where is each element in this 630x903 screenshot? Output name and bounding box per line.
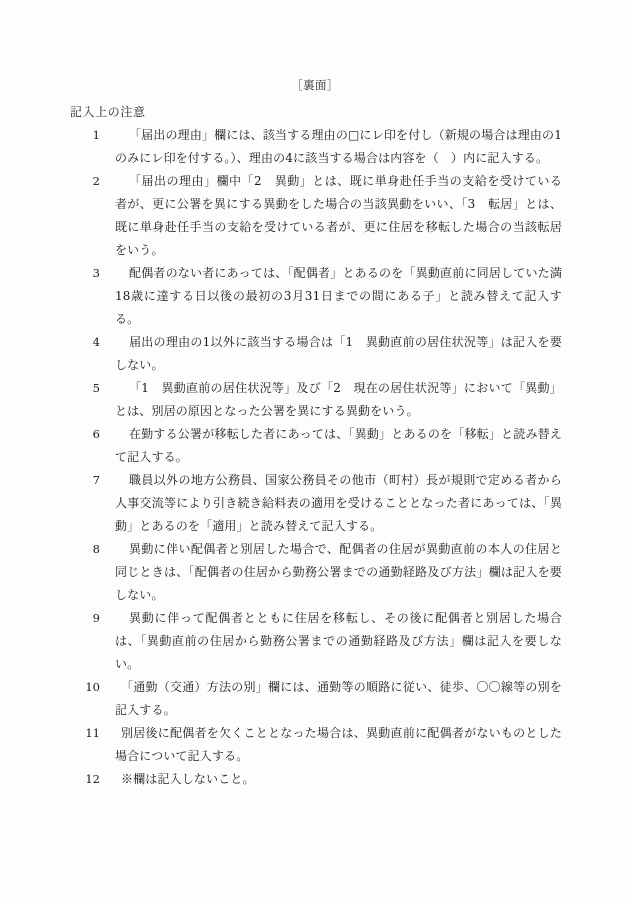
note-item	[70, 676, 562, 722]
note-number: 5	[92, 381, 100, 395]
note-number: 10	[85, 680, 100, 694]
note-number: 8	[92, 542, 100, 556]
note-text: 職員以外の地方公務員、国家公務員その他市（町村）長が規則で定める者から人事交流等により引き続き給料表の適用を受けることとなった者にあっては、「異動」とあるのを「適用」と読み替えて記入する。	[115, 473, 562, 533]
note-item	[70, 722, 562, 768]
note-number: 12	[85, 772, 100, 786]
note-item	[70, 124, 562, 170]
note-item	[70, 262, 562, 331]
note-number: 9	[92, 611, 100, 625]
note-number: 11	[85, 726, 100, 740]
note-item	[70, 170, 562, 262]
note-text: 在勤する公署が移転した者にあっては、「異動」とあるのを「移転」と読み替えて記入する。	[115, 427, 562, 464]
note-text: 別居後に配偶者を欠くこととなった場合は、異動直前に配偶者がないものとした場合について記入する。	[115, 726, 562, 763]
note-item	[70, 768, 562, 791]
note-text: 「届出の理由」欄には、該当する理由の□にレ印を付し（新規の場合は理由の1のみにレ印を付する。）、理由の4に該当する場合は内容を（ ）内に記入する。	[115, 128, 562, 165]
note-text: 「通勤（交通）方法の別」欄には、通勤等の順路に従い、徒歩、〇〇線等の別を記入する。	[115, 680, 562, 717]
note-text: 「1 異動直前の居住状況等」及び「2 現在の居住状況等」において「異動」とは、別居の原因となった公署を異にする異動をいう。	[115, 381, 562, 418]
page-side-label: ［裏面］	[291, 78, 339, 92]
note-item	[70, 331, 562, 377]
note-number: 3	[92, 266, 100, 280]
notes-list	[70, 124, 562, 791]
note-item	[70, 377, 562, 423]
note-text: ※欄は記入しないこと。	[121, 772, 255, 786]
note-text: 配偶者のない者にあっては、「配偶者」とあるのを「異動直前に同居していた満18歳に達する日以後の最初の3月31日までの間にある子」と読み替えて記入する。	[115, 266, 562, 326]
note-item	[70, 607, 562, 676]
note-number: 7	[92, 473, 100, 487]
note-number: 1	[92, 128, 100, 142]
note-item	[70, 469, 562, 538]
note-item	[70, 423, 562, 469]
note-text: 「届出の理由」欄中「2 異動」とは、既に単身赴任手当の支給を受けている者が、更に公署を異にする異動をした場合の当該異動をいい、「3 転居」とは、既に単身赴任手当の支給を受けている者が、更に住居を移転した場合の当該転居をいう。	[115, 174, 562, 257]
notes-section-heading: 記入上の注意	[70, 105, 146, 119]
note-text: 届出の理由の1以外に該当する場合は「1 異動直前の居住状況等」は記入を要しない。	[115, 335, 562, 372]
note-text: 異動に伴って配偶者とともに住居を移転し、その後に配偶者と別居した場合は、「異動直前の住居から勤務公署までの通勤経路及び方法」欄は記入を要しない。	[115, 611, 562, 671]
note-number: 2	[92, 174, 100, 188]
note-item	[70, 538, 562, 607]
note-number: 4	[92, 335, 100, 349]
note-text: 異動に伴い配偶者と別居した場合で、配偶者の住居が異動直前の本人の住居と同じときは、「配偶者の住居から勤務公署までの通勤経路及び方法」欄は記入を要しない。	[115, 542, 562, 602]
note-number: 6	[92, 427, 100, 441]
